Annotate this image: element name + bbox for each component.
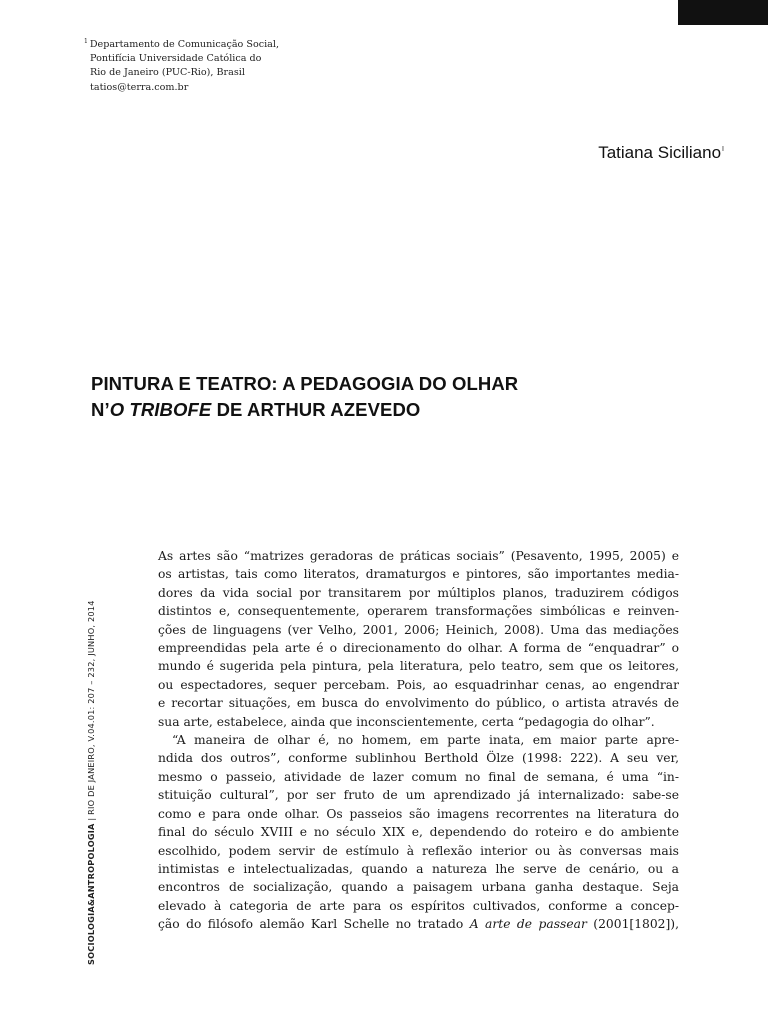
body-line: e recortar situações, em busca do envolvimento do público, o artista através de: [158, 696, 679, 711]
body-line: “A maneira de olhar é, no homem, em parte inata, em maior parte apre-: [172, 733, 679, 748]
author-affiliation: [84, 35, 324, 95]
article-body: [158, 547, 679, 934]
body-line: ção do filósofo alemão Karl Schelle no tratado A arte de passear (2001[1802]),: [158, 917, 679, 932]
affiliation-email: tatios@terra.com.br: [90, 81, 189, 93]
body-line: distintos e, consequentemente, operarem transformações simbólicas e reinven-: [158, 604, 679, 619]
title-line-2: N’O TRIBOFE DE ARTHUR AZEVEDO: [91, 399, 421, 420]
title-line-1: PINTURA E TEATRO: A PEDAGOGIA DO OLHAR: [91, 373, 519, 394]
affiliation-marker: 1: [84, 38, 88, 45]
running-head: SOCIOLOGIA&ANTROPOLOGIA | RIO DE JANEIRO, V.04.01: 207 – 232, JUNHO, 2014: [86, 600, 96, 965]
author-marker: I: [722, 146, 724, 153]
body-line: dores da vida social por transitarem por múltiplos planos, traduzirem códigos: [158, 585, 679, 600]
body-line: os artistas, tais como literatos, dramaturgos e pintores, são importantes media-: [158, 567, 679, 582]
journal-name: SOCIOLOGIA&ANTROPOLOGIA: [86, 823, 96, 965]
affiliation-line: Rio de Janeiro (PUC-Rio), Brasil: [90, 67, 245, 79]
title-italic: O TRIBOFE: [109, 399, 212, 420]
body-line: empreendidas pela arte é o direcionamento do olhar. A forma de “enquadrar” o: [158, 641, 679, 656]
article-title: [91, 371, 651, 423]
body-line: stituição cultural”, por ser fruto de um aprendizado já internalizado: sabe-se: [158, 788, 679, 803]
body-line: elevado à categoria de arte para os espíritos cultivados, conforme a concep-: [158, 898, 679, 913]
body-line: ções de linguagens (ver Velho, 2001, 2006; Heinich, 2008). Uma das mediações: [158, 622, 679, 637]
body-line: As artes são “matrizes geradoras de práticas sociais” (Pesavento, 1995, 2005) e: [158, 549, 679, 563]
affiliation-line: $^1$ Departamento de Comunicação Social,: [84, 38, 280, 50]
body-line: mundo é sugerida pela pintura, pela literatura, pelo teatro, sem que os leitores,: [158, 659, 679, 674]
body-line: intimistas e intelectualizadas, quando a natureza lhe serve de cenário, ou a: [158, 861, 679, 876]
body-line: sua arte, estabelece, ainda que inconscientemente, certa “pedagogia do olhar”.: [158, 714, 655, 729]
author-name: Tatiana Siciliano$^I$: [598, 143, 724, 162]
issue-details: RIO DE JANEIRO, V.04.01: 207 – 232, JUNHO, 2014: [86, 600, 96, 815]
body-line: como e para onde olhar. Os passeios são imagens recorrentes na literatura do: [158, 806, 679, 821]
body-line: escolhido, podem servir de estímulo à reflexão interior ou às conversas mais: [158, 843, 679, 858]
body-line: final do século XVIII e no século XIX e, dependendo do roteiro e do ambiente: [158, 825, 679, 840]
affiliation-line: Pontifícia Universidade Católica do: [90, 53, 262, 65]
corner-tab: [678, 0, 768, 25]
body-line: mesmo o passeio, atividade de lazer comum no final de semana, é uma “in-: [158, 769, 679, 784]
body-line: encontros de socialização, quando a paisagem urbana ganha destaque. Seja: [158, 880, 679, 895]
body-line: ndida dos outros”, conforme sublinhou Berthold Ölze (1998: 222). A seu ver,: [158, 751, 679, 766]
body-line: ou espectadores, sequer percebam. Pois, ao esquadrinhar cenas, ao engendrar: [158, 677, 679, 692]
body-italic: A arte de passear: [469, 917, 587, 932]
